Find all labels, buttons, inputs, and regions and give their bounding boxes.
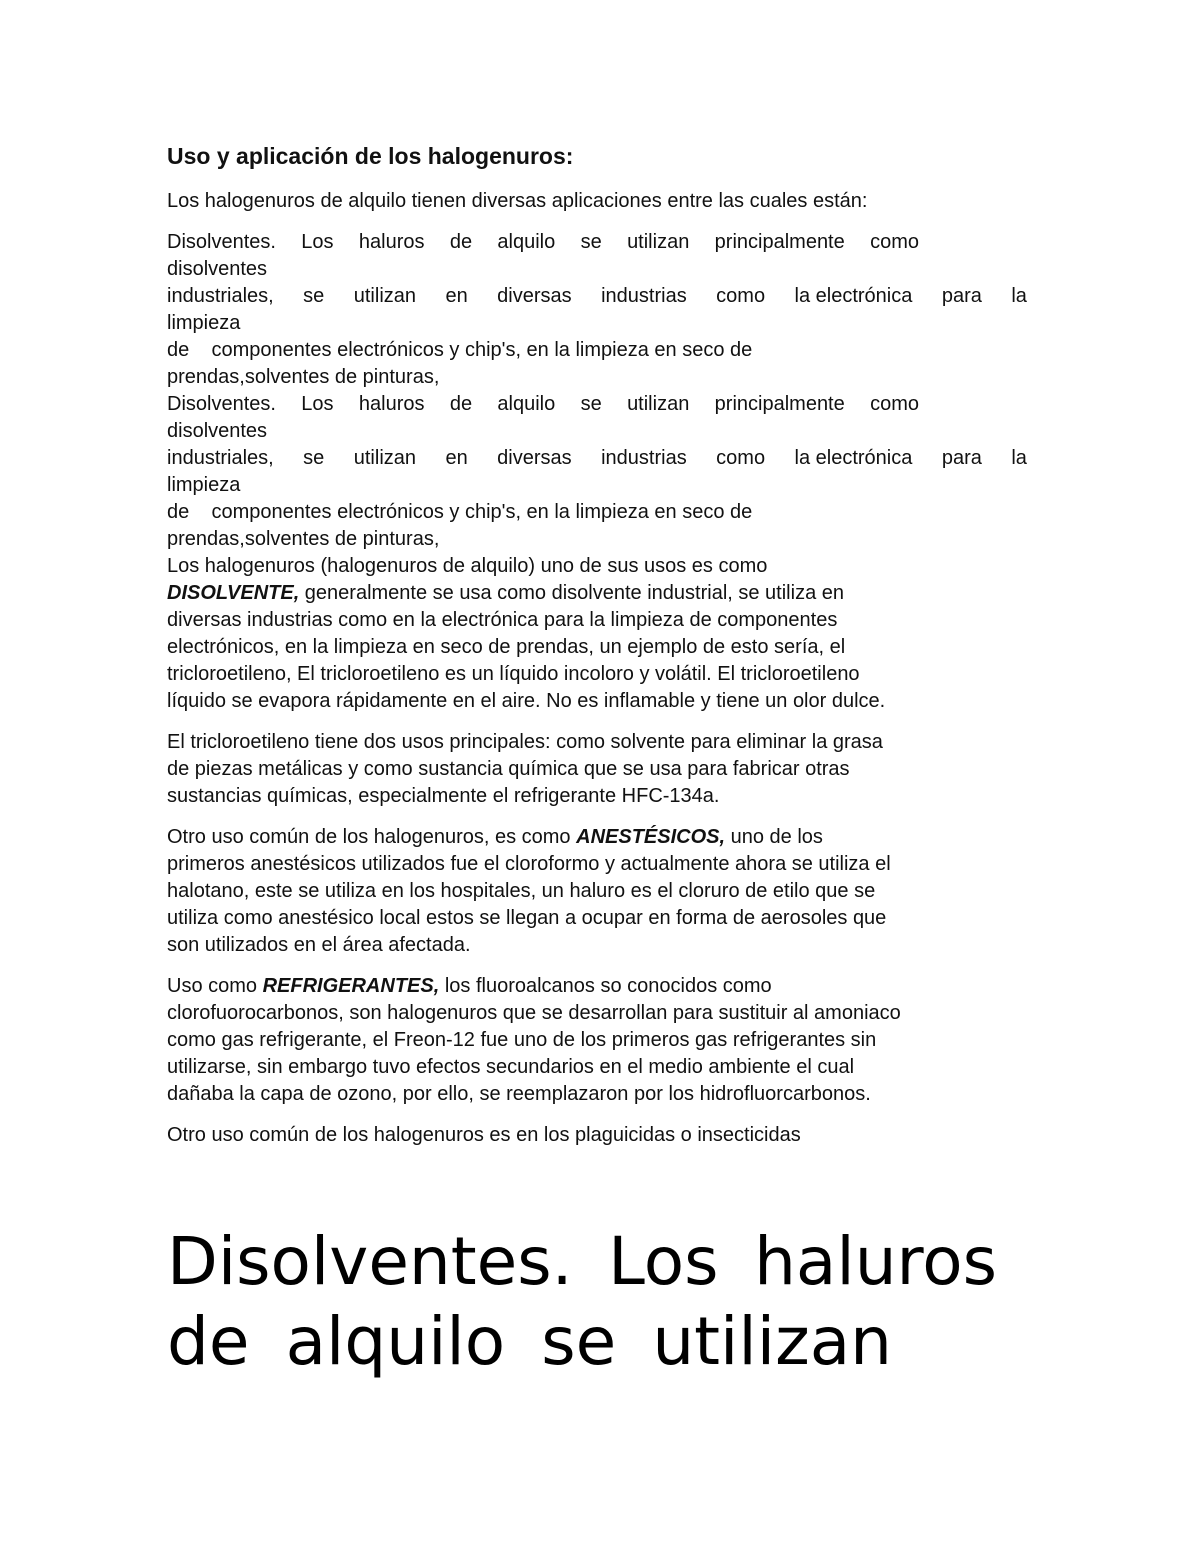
refrigerantes-line-2: clorofuorocarbonos, son halogenuros que se desarrollan para sustituir al amoniaco	[167, 1002, 901, 1024]
disolvente-line-6: líquido se evapora rápidamente en el aire. No es inflamable y tiene un olor dulce.	[167, 690, 886, 712]
word: se	[580, 231, 602, 253]
word: utilizan	[353, 285, 417, 307]
tricloro-line-1: El tricloroetileno tiene dos usos principales: como solvente para eliminar la grasa	[167, 731, 883, 753]
refrigerantes-paragraph	[167, 973, 1032, 1108]
disolventes-block-1	[167, 229, 1032, 391]
anestesicos-line-1-post: uno de los	[725, 826, 823, 848]
large-word: Los	[608, 1223, 719, 1300]
anestesicos-paragraph	[167, 824, 1032, 959]
word: alquilo	[497, 393, 556, 415]
refrigerantes-line-4: utilizarse, sin embargo tuvo efectos secundarios en el medio ambiente el cual	[167, 1056, 855, 1078]
word: utilizan	[353, 447, 417, 469]
word: la	[1011, 285, 1027, 307]
word: principalmente	[714, 231, 845, 253]
block2-line-1	[167, 391, 919, 418]
tricloro-line-2: de piezas metálicas y como sustancia química que se usa para fabricar otras	[167, 758, 850, 780]
word: se	[303, 447, 325, 469]
large-excerpt-row-2	[167, 1302, 892, 1382]
refrigerantes-line-3: como gas refrigerante, el Freon-12 fue uno de los primeros gas refrigerantes sin	[167, 1029, 877, 1051]
anestesicos-line-1	[167, 824, 1032, 851]
anestesicos-line-3: halotano, este se utiliza en los hospitales, un haluro es el cloruro de etilo que se	[167, 880, 876, 902]
word: para	[941, 285, 982, 307]
word: haluros	[358, 231, 425, 253]
anestesicos-keyword: ANESTÉSICOS,	[576, 826, 726, 848]
anestesicos-line-4: utiliza como anestésico local estos se llegan a ocupar en forma de aerosoles que	[167, 907, 887, 929]
block1-line-2: disolventes	[167, 258, 268, 280]
word: como	[870, 231, 919, 253]
word: para	[941, 447, 982, 469]
word: en	[445, 447, 468, 469]
intro-paragraph: Los halogenuros de alquilo tienen diversas aplicaciones entre las cuales están:	[167, 190, 868, 212]
word: industrias	[601, 285, 687, 307]
plaguicidas-paragraph: Otro uso común de los halogenuros es en los plaguicidas o insecticidas	[167, 1124, 801, 1146]
word: la	[1011, 447, 1027, 469]
anestesicos-line-1-pre: Otro uso común de los halogenuros, es como	[167, 826, 577, 848]
block2-line-5: de componentes electrónicos y chip's, en la limpieza en seco de	[167, 501, 753, 523]
block1-line-4: limpieza	[167, 312, 241, 334]
word: de	[449, 231, 473, 253]
word: industriales,	[167, 447, 274, 469]
disolventes-block-2	[167, 391, 1032, 553]
word: principalmente	[714, 393, 845, 415]
tricloro-line-3: sustancias químicas, especialmente el refrigerante HFC-134a.	[167, 785, 720, 807]
word: la electrónica	[794, 447, 913, 469]
anestesicos-line-2: primeros anestésicos utilizados fue el cloroformo y actualmente ahora se utiliza el	[167, 853, 891, 875]
disolvente-line-2-text: generalmente se usa como disolvente industrial, se utiliza en	[299, 582, 844, 604]
word: como	[870, 393, 919, 415]
block1-line-1	[167, 229, 919, 256]
block2-line-3	[167, 445, 1027, 472]
block1-line-5: de componentes electrónicos y chip's, en la limpieza en seco de	[167, 339, 753, 361]
document-page	[167, 140, 1032, 1149]
word: se	[580, 393, 602, 415]
word: Disolventes.	[167, 393, 276, 415]
disolvente-line-2	[167, 580, 1032, 607]
word: en	[445, 285, 468, 307]
tricloroetileno-paragraph	[167, 729, 1032, 810]
word: como	[716, 285, 766, 307]
word: Los	[301, 231, 334, 253]
disolvente-paragraph	[167, 553, 1032, 715]
word: industrias	[601, 447, 687, 469]
word: la electrónica	[794, 285, 913, 307]
refrigerantes-keyword: REFRIGERANTES,	[262, 975, 440, 997]
large-word: alquilo	[285, 1303, 506, 1380]
word: haluros	[358, 393, 425, 415]
refrigerantes-line-5: dañaba la capa de ozono, por ello, se reemplazaron por los hidrofluorcarbonos.	[167, 1083, 871, 1105]
refrigerantes-line-1	[167, 973, 1032, 1000]
word: se	[303, 285, 325, 307]
large-excerpt-text	[167, 1222, 997, 1382]
refrigerantes-line-1-pre: Uso como	[167, 975, 263, 997]
large-word: utilizan	[652, 1303, 892, 1380]
block2-line-6: prendas,solventes de pinturas,	[167, 528, 440, 550]
word: Disolventes.	[167, 231, 276, 253]
block1-line-3	[167, 283, 1027, 310]
word: de	[449, 393, 473, 415]
word: utilizan	[627, 231, 690, 253]
word: Los	[301, 393, 334, 415]
large-word: haluros	[754, 1223, 997, 1300]
word: industriales,	[167, 285, 274, 307]
disolvente-keyword: DISOLVENTE,	[167, 582, 300, 604]
word: utilizan	[627, 393, 690, 415]
disolvente-line-4: electrónicos, en la limpieza en seco de prendas, un ejemplo de esto sería, el	[167, 636, 846, 658]
anestesicos-line-5: son utilizados en el área afectada.	[167, 934, 471, 956]
disolvente-line-5: tricloroetileno, El tricloroetileno es un líquido incoloro y volátil. El tricloroetileno	[167, 663, 860, 685]
disolvente-line-3: diversas industrias como en la electrónica para la limpieza de componentes	[167, 609, 838, 631]
block2-line-2: disolventes	[167, 420, 268, 442]
word: diversas	[497, 447, 572, 469]
word: alquilo	[497, 231, 556, 253]
large-word: de	[167, 1303, 250, 1380]
disolvente-line-1: Los halogenuros (halogenuros de alquilo) uno de sus usos es como	[167, 555, 768, 577]
word: como	[716, 447, 766, 469]
large-word: Disolventes.	[167, 1223, 573, 1300]
block1-line-6: prendas,solventes de pinturas,	[167, 366, 440, 388]
block2-line-4: limpieza	[167, 474, 241, 496]
refrigerantes-line-1-post: los fluoroalcanos so conocidos como	[439, 975, 772, 997]
large-excerpt-row-1	[167, 1222, 997, 1302]
large-word: se	[541, 1303, 617, 1380]
word: diversas	[497, 285, 572, 307]
section-heading: Uso y aplicación de los halogenuros:	[167, 143, 574, 169]
